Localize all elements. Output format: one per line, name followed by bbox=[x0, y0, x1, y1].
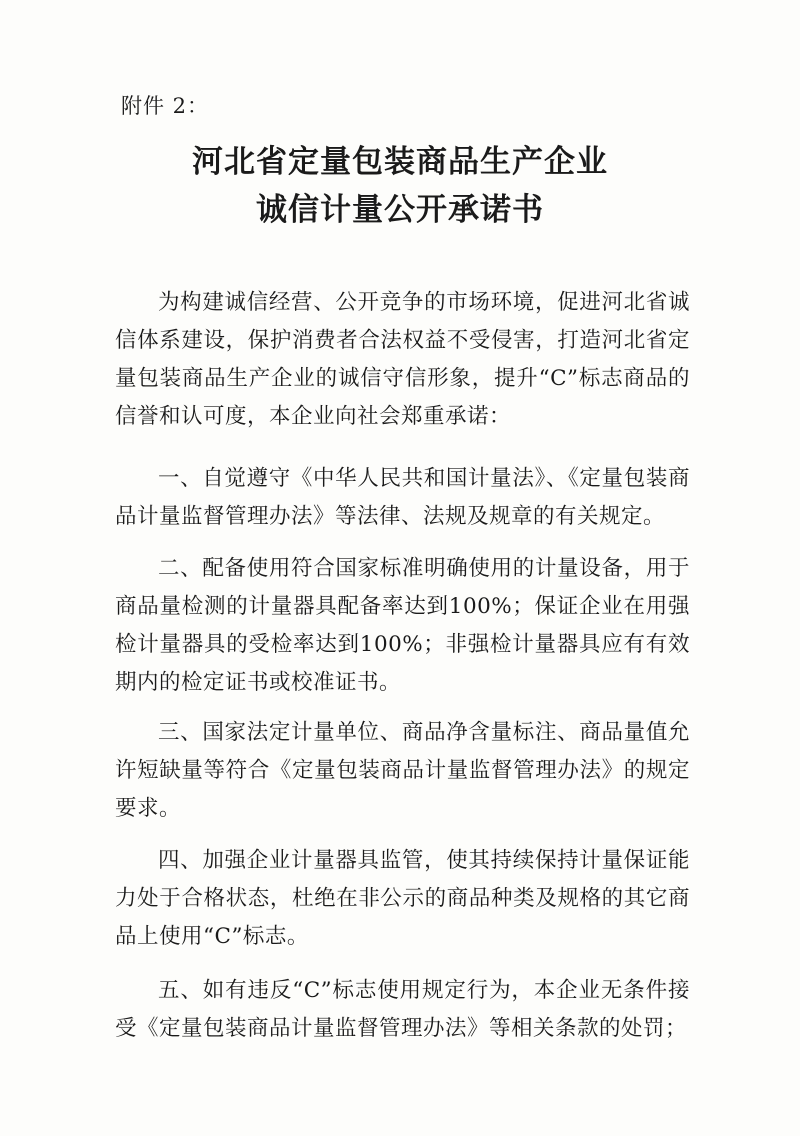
intro-paragraph: 为构建诚信经营、公开竞争的市场环境，促进河北省诚信体系建设，保护消费者合法权益不受侵害，打造河北省定量包装商品生产企业的诚信守信形象，提升“C”标志商品的信誉和认可度，本企业向社会郑重承诺： bbox=[115, 289, 690, 429]
document-title-line-1: 河北省定量包装商品生产企业 bbox=[192, 144, 608, 180]
commitment-item-4: 四、加强企业计量器具监管，使其持续保持计量保证能力处于合格状态，杜绝在非公示的商品种类及规格的其它商品上使用“C”标志。 bbox=[115, 847, 690, 949]
commitment-item-1: 一、自觉遵守《中华人民共和国计量法》、《定量包装商品计量监督管理办法》等法律、法规及规章的有关规定。 bbox=[115, 465, 690, 529]
commitment-item-3: 三、国家法定计量单位、商品净含量标注、商品量值允许短缺量等符合《定量包装商品计量监督管理办法》的规定要求。 bbox=[115, 719, 690, 821]
document-title-line-2: 诚信计量公开承诺书 bbox=[256, 192, 544, 228]
commitment-item-5: 五、如有违反“C”标志使用规定行为，本企业无条件接受《定量包装商品计量监督管理办法》等相关条款的处罚； bbox=[115, 977, 690, 1041]
commitment-item-2: 二、配备使用符合国家标准明确使用的计量设备，用于商品量检测的计量器具配备率达到100%；保证企业在用强检计量器具的受检率达到100%；非强检计量器具应有有效期内的检定证书或校准证书。 bbox=[115, 555, 690, 695]
attachment-label: 附件 2： bbox=[121, 94, 210, 118]
